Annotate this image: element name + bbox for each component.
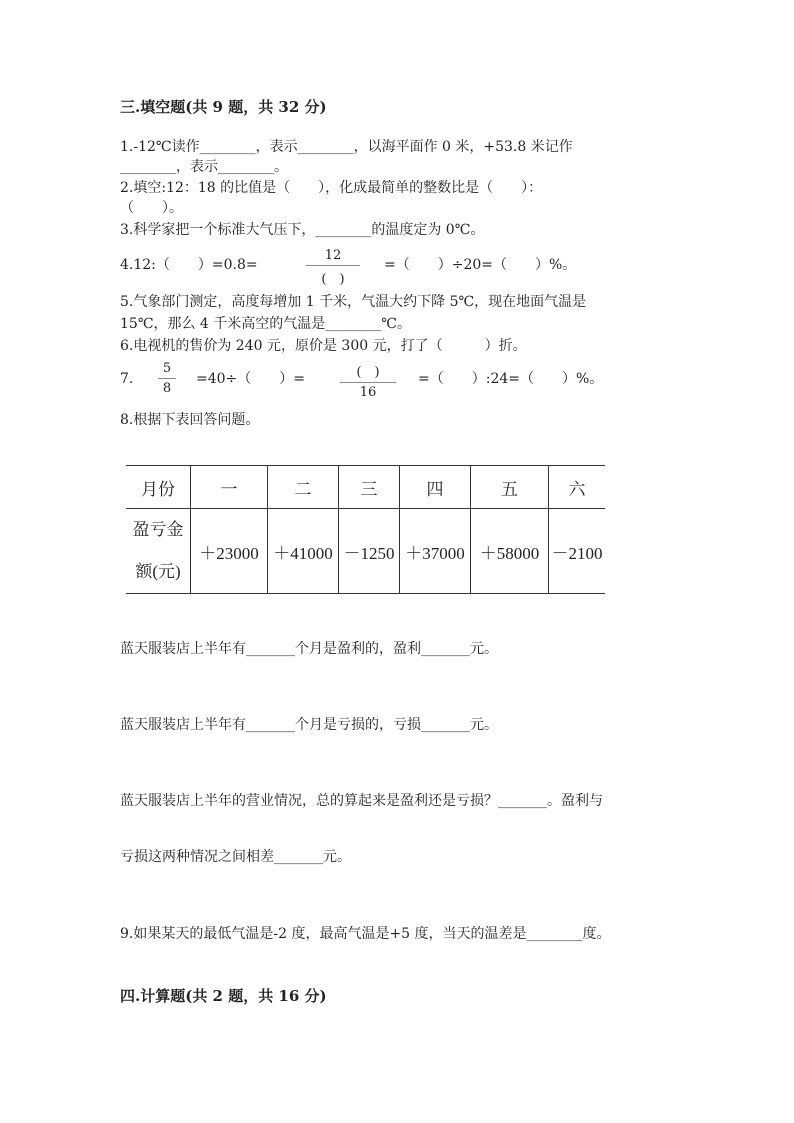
row-label-line-1: 盈亏金 (132, 520, 184, 539)
question-5-line-2: 15℃，那么 4 千米高空的气温是________℃。 (120, 316, 411, 332)
table-cell: ＋23000 (191, 509, 268, 594)
question-3: 3.科学家把一个标准大气压下，________的温度定为 0℃。 (120, 222, 485, 238)
table-header-cell: 一 (191, 466, 268, 509)
question-4-part-1: 4.12:（ ）=0.8= (120, 257, 258, 273)
fraction-bar (340, 382, 396, 383)
profit-loss-table (126, 465, 605, 594)
question-7-fraction-2 (340, 361, 396, 400)
question-7-part-2: =（ ）:24=（ ）%。 (418, 371, 604, 387)
question-7-prefix: 7. (120, 371, 134, 387)
question-4-part-2: =（ ）÷20=（ ）%。 (384, 257, 577, 273)
table-header-label: 月份 (126, 466, 191, 509)
question-8-sub-3-line-1: 蓝天服装店上半年的营业情况，总的算起来是盈利还是亏损？_______。盈利与 (120, 793, 603, 809)
question-1-line-2: ________，表示________。 (120, 159, 288, 175)
table-header-row (126, 466, 605, 509)
question-4-fraction-numerator: 12 (324, 248, 342, 263)
question-7-fraction-1-numerator: 5 (162, 361, 172, 376)
table-row (126, 509, 605, 594)
table-cell: －1250 (339, 509, 400, 594)
section-4-title: 四.计算题(共 2 题，共 16 分) (120, 987, 327, 1005)
question-2-line-2: （ ）。 (120, 200, 183, 216)
question-8-title: 8.根据下表回答问题。 (120, 412, 260, 428)
question-6: 6.电视机的售价为 240 元，原价是 300 元，打了（ ）折。 (120, 338, 527, 354)
table-cell: ＋58000 (471, 509, 549, 594)
question-9: 9.如果某天的最低气温是-2 度，最高气温是+5 度，当天的温差是________度。 (120, 926, 611, 942)
table-cell: ＋37000 (400, 509, 471, 594)
table-header-cell: 六 (549, 466, 606, 509)
question-7-fraction-2-numerator: ( ) (356, 365, 380, 380)
question-7-fraction-1 (158, 361, 176, 396)
table-row-label (126, 509, 191, 594)
question-8-sub-3-line-2: 亏损这两种情况之间相差_______元。 (120, 849, 351, 865)
table-cell: －2100 (549, 509, 606, 594)
question-4-fraction-denominator: ( ) (321, 272, 345, 287)
section-3-title: 三.填空题(共 9 题，共 32 分) (120, 98, 327, 116)
fraction-bar (158, 378, 176, 379)
question-8-sub-1: 蓝天服装店上半年有_______个月是盈利的，盈利_______元。 (120, 641, 498, 657)
table-header-cell: 四 (400, 466, 471, 509)
question-2-line-1: 2.填空:12：18 的比值是（ ），化成最简单的整数比是（ ）： (120, 180, 543, 196)
question-8-sub-2: 蓝天服装店上半年有_______个月是亏损的，亏损_______元。 (120, 717, 498, 733)
table-header-cell: 三 (339, 466, 400, 509)
question-1-line-1: 1.-12℃读作________，表示________，以海平面作 0 米，+53.8 米记作 (120, 139, 573, 155)
question-4-fraction (306, 248, 360, 287)
table-cell: ＋41000 (268, 509, 339, 594)
row-label-line-2: 额(元) (135, 562, 181, 581)
question-7-part-1: =40÷（ ）= (196, 371, 306, 387)
table-header-cell: 二 (268, 466, 339, 509)
table-header-cell: 五 (471, 466, 549, 509)
fraction-bar (306, 265, 360, 266)
question-7-fraction-1-denominator: 8 (162, 381, 172, 396)
question-7-fraction-2-denominator: 16 (359, 385, 377, 400)
question-5-line-1: 5.气象部门测定，高度每增加 1 千米，气温大约下降 5℃，现在地面气温是 (120, 294, 587, 310)
